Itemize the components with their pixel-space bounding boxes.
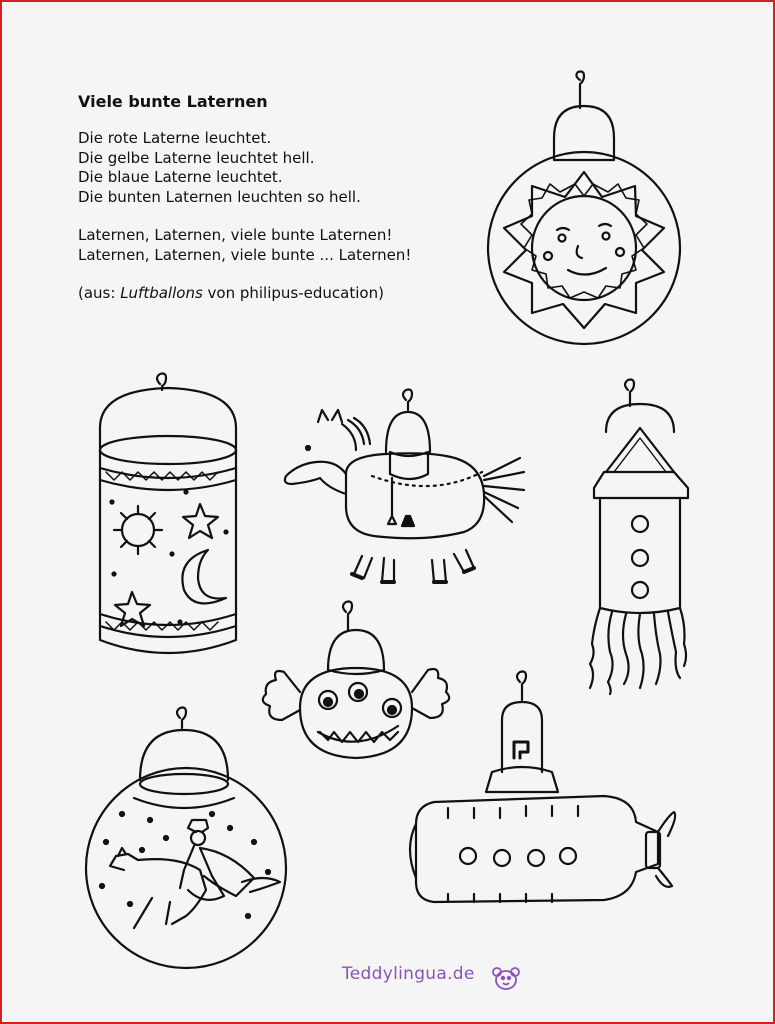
poem-line: Die rote Laterne leuchtet. xyxy=(78,129,272,147)
rocket-lantern-icon xyxy=(590,380,688,695)
poem-line: Die gelbe Laterne leuchtet hell. xyxy=(78,148,315,167)
teddylingua-logo-text: Teddylingua.de xyxy=(342,964,475,984)
source-book-title: Luftballons xyxy=(120,284,203,302)
submarine-lantern-icon xyxy=(410,672,675,903)
poem-line: Die bunten Laternen leuchten so hell. xyxy=(78,187,361,206)
poem-line: Laternen, Laternen, viele bunte Laternen! xyxy=(78,226,393,244)
sun-lantern-icon xyxy=(488,72,680,345)
monster-lantern-icon xyxy=(263,602,449,759)
cylinder-lantern-icon xyxy=(100,374,236,654)
horse-lantern-icon xyxy=(285,390,524,583)
poem-line: Laternen, Laternen, viele bunte ... Laternen! xyxy=(78,245,412,264)
poem-line: Die blaue Laterne leuchtet. xyxy=(78,168,283,186)
poem-source: (aus: Luftballons von philipus-education) xyxy=(78,284,384,302)
poem-title: Viele bunte Laternen xyxy=(78,92,268,111)
teddy-bear-logo-icon xyxy=(489,966,523,992)
knight-lantern-icon xyxy=(86,708,286,969)
lantern-illustrations xyxy=(2,2,773,1022)
